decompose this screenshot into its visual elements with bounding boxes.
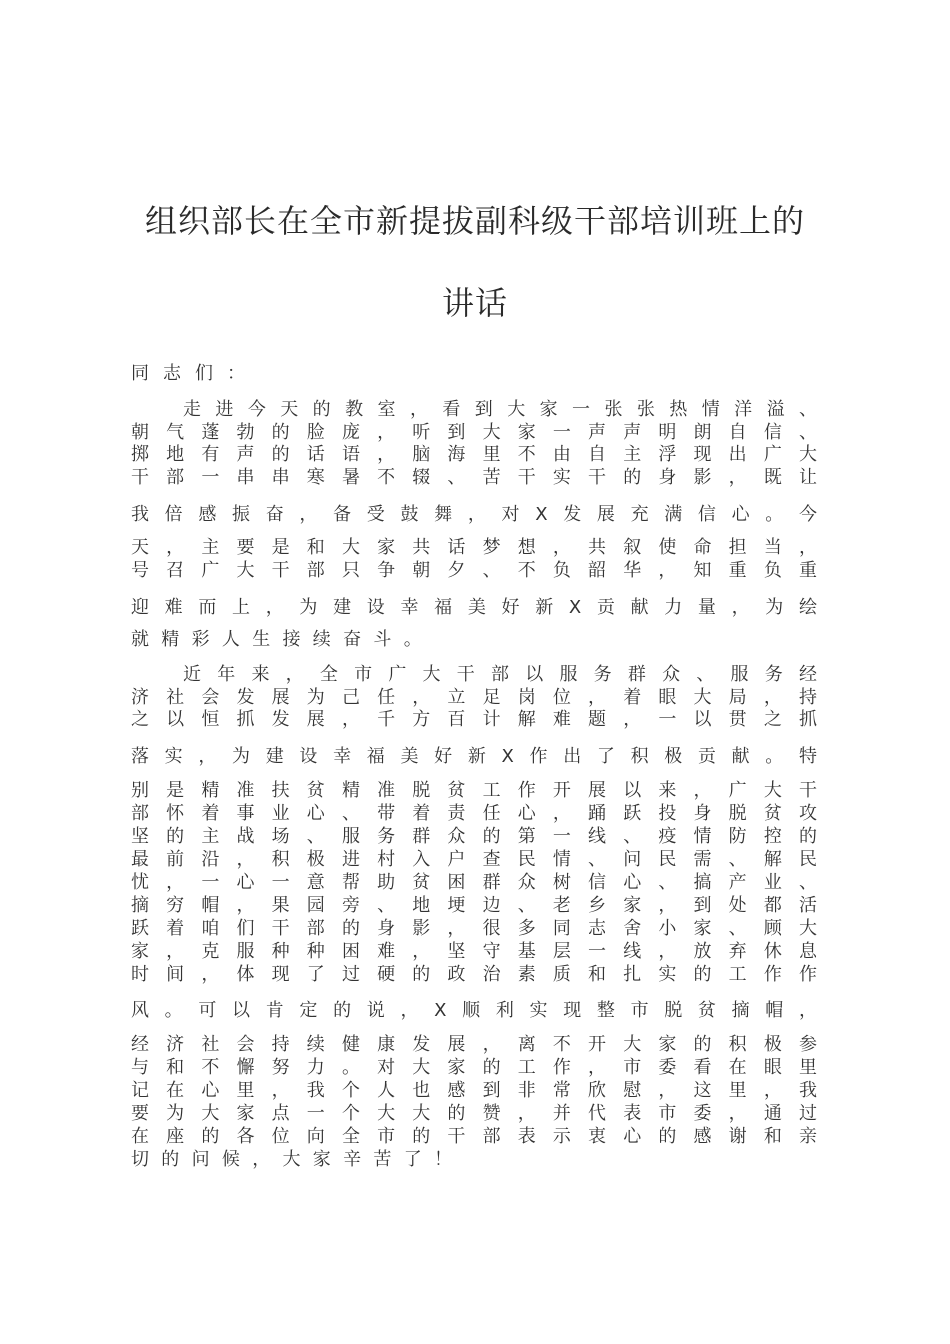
body-line: 与和不懈努力。对大家的工作，市委看在眼里: [131, 1057, 817, 1078]
body-line: 落实，为建设幸福美好新X作出了积极贡献。特: [131, 746, 817, 767]
body-line: 干部一串串寒暑不辍、苦干实干的身影，既让: [131, 467, 817, 488]
body-line: 走进今天的教室，看到大家一张张热情洋溢、: [183, 399, 817, 420]
body-line: 就精彩人生接续奋斗。: [131, 629, 434, 650]
body-line: 时间，体现了过硬的政治素质和扎实的工作作: [131, 964, 817, 985]
body-line: 号召广大干部只争朝夕、不负韶华，知重负重: [131, 560, 817, 581]
body-line: 之以恒抓发展，千方百计解难题，一以贯之抓: [131, 709, 817, 730]
body-line: 迎难而上，为建设幸福美好新X贡献力量，为绘: [131, 597, 817, 618]
document-title-line-1: 组织部长在全市新提拔副科级干部培训班上的: [144, 202, 805, 240]
body-line: 要为大家点一个大大的赞，并代表市委，通过: [131, 1103, 817, 1124]
body-line: 风。可以肯定的说，X顺利实现整市脱贫摘帽，: [131, 1000, 817, 1021]
body-line: 天，主要是和大家共话梦想，共叙使命担当，: [131, 537, 817, 558]
body-line: 我倍感振奋，备受鼓舞，对X发展充满信心。今: [131, 504, 817, 525]
body-line: 别是精准扶贫精准脱贫工作开展以来，广大干: [131, 780, 817, 801]
body-line: 经济社会持续健康发展，离不开大家的积极参: [131, 1034, 817, 1055]
body-line: 部怀着事业心、带着责任心，踊跃投身脱贫攻: [131, 803, 817, 824]
body-line: 在座的各位向全市的干部表示衷心的感谢和亲: [131, 1126, 817, 1147]
body-line: 忧，一心一意帮助贫困群众树信心、搞产业、: [131, 872, 817, 893]
body-line: 家，克服种种困难，坚守基层一线，放弃休息: [131, 941, 817, 962]
body-line: 摘穷帽，果园旁、地埂边、老乡家，到处都活: [131, 895, 817, 916]
body-line: 跃着咱们干部的身影，很多同志舍小家、顾大: [131, 918, 817, 939]
body-line: 掷地有声的话语，脑海里不由自主浮现出广大: [131, 444, 817, 465]
document-title-line-2: 讲话: [441, 284, 508, 322]
body-line: 近年来，全市广大干部以服务群众、服务经: [183, 664, 817, 685]
body-line: 切的问候，大家辛苦了！: [131, 1149, 465, 1170]
body-line: 朝气蓬勃的脸庞，听到大家一声声明朗自信、: [131, 422, 817, 443]
body-line: 济社会发展为己任，立足岗位，着眼大局，持: [131, 687, 817, 708]
body-line: 记在心里，我个人也感到非常欣慰，这里，我: [131, 1080, 817, 1101]
body-line: 坚的主战场、服务群众的第一线、疫情防控的: [131, 826, 817, 847]
body-line: 最前沿，积极进村入户查民情、问民需、解民: [131, 849, 817, 870]
greeting: 同志们：: [131, 363, 259, 384]
